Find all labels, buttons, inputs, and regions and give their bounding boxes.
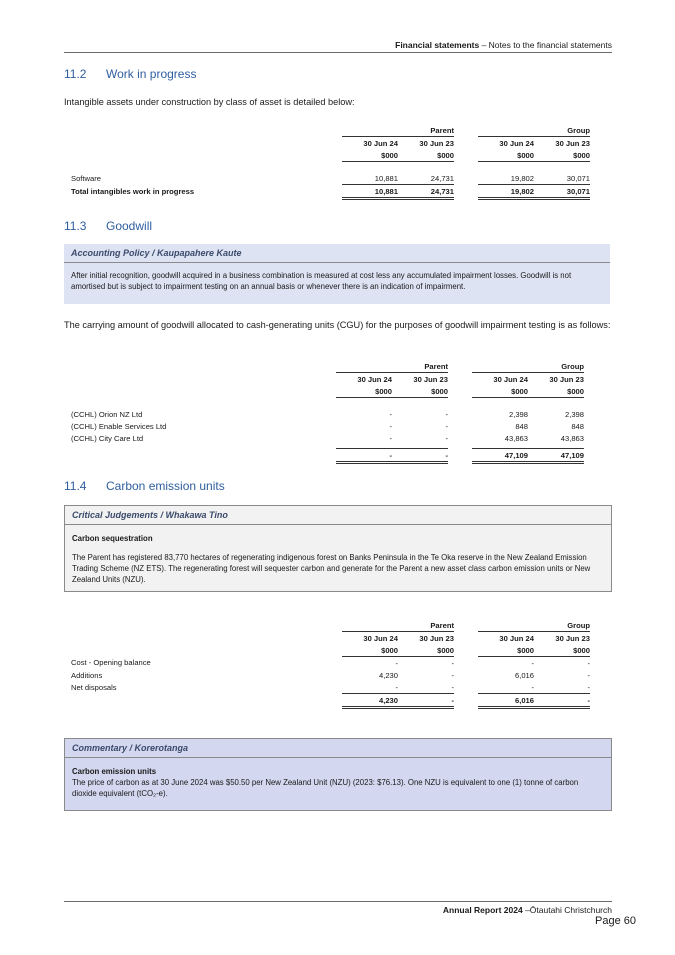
unit-header: $000 [342,149,398,162]
goodwill-table [64,360,584,464]
cell-value: 10,881 [374,173,398,183]
judgement-title: Critical Judgements / Whakawa Tino [72,510,228,520]
cell-value: - [451,670,454,680]
cell-value: - [445,433,448,443]
commentary-box [64,738,612,811]
unit-header: $000 [478,644,534,657]
row-label: Software [71,173,101,183]
total-value: 6,016 [478,694,534,708]
col-header: 30 Jun 24 [499,633,534,643]
judgement-text: The Parent has registered 83,770 hectares of regenerating indigenous forest on Banks Peninsula in the Te Oka reserve in the New Zealand Emission Trading Scheme (NZ ETS). The regenerating forest will sequester carbon and generate for the Parent a new asset class carbon emission units or New Zealand Units (NZU). [72,553,591,584]
unit-header: $000 [342,644,398,657]
cell-value: 4,230 [378,670,398,680]
cell-value: 848 [571,421,584,431]
wip-table [64,124,590,200]
col-header: 30 Jun 24 [363,633,398,643]
judgement-subheading: Carbon sequestration [72,534,153,543]
section-number: 11.3 [64,219,87,233]
section-11-4-heading [64,479,225,493]
table-row [64,681,590,694]
section-title: Work in progress [106,67,197,81]
table-row [64,657,590,670]
unit-header: $000 [398,149,454,162]
policy-title: Accounting Policy / Kaupapahere Kaute [71,248,242,258]
parent-header: Parent [342,124,454,137]
row-label: Additions [71,670,103,680]
col-header: 30 Jun 24 [493,374,528,384]
cell-value: - [389,433,392,443]
col-header: 30 Jun 23 [419,633,454,643]
commentary-subheading: Carbon emission units [72,767,157,776]
group-header: Group [478,619,590,632]
group-header: Group [478,124,590,137]
section-title: Goodwill [106,219,153,233]
section-number: 11.4 [64,479,87,493]
parent-header: Parent [342,619,454,632]
cell-value: - [445,421,448,431]
section-number: 11.2 [64,67,87,81]
cell-value: - [587,682,590,692]
cell-value: - [451,682,454,692]
col-header: 30 Jun 24 [357,374,392,384]
col-header: 30 Jun 24 [363,138,398,148]
cell-value: - [587,658,590,668]
total-row [64,449,584,463]
accounting-policy-box [64,244,610,304]
cell-value: - [587,670,590,680]
total-value: - [336,449,392,463]
col-header: 30 Jun 23 [413,374,448,384]
total-value: 19,802 [478,185,534,199]
col-header: 30 Jun 23 [555,633,590,643]
cell-value: 2,398 [508,409,528,419]
section-11-3-heading [64,219,152,233]
cell-value: 2,398 [564,409,584,419]
cell-value: - [531,658,534,668]
section-title: Carbon emission units [106,479,225,493]
running-footer [64,905,612,915]
cell-value: 848 [515,421,528,431]
goodwill-intro: The carrying amount of goodwill allocated to cash-generating units (CGU) for the purposes of goodwill impairment testing is as follows: [64,320,611,330]
running-header [64,40,612,50]
total-row [64,694,590,708]
policy-text: After initial recognition, goodwill acquired in a business combination is measured at cost less any accumulated impairment losses. Goodwill is not amortised but is subject to impairment testing on an annual basis or whenever there is an indication of impairment. [71,271,572,291]
page-number: Page 60 [595,915,636,927]
parent-header: Parent [336,360,448,373]
total-value: - [398,694,454,708]
col-header: 30 Jun 23 [549,374,584,384]
footer-rule [64,901,612,902]
table-row [64,408,584,420]
cell-value: 24,731 [430,173,454,183]
cell-value: - [445,409,448,419]
unit-header: $000 [472,385,528,398]
cell-value: - [389,421,392,431]
unit-header: $000 [478,149,534,162]
col-header: 30 Jun 23 [419,138,454,148]
total-value: 47,109 [472,449,528,463]
wip-intro: Intangible assets under construction by class of asset is detailed below: [64,97,355,107]
footer-city: –Ōtautahi Christchurch [522,905,612,915]
total-label: Total intangibles work in progress [71,187,195,196]
table-row [64,669,590,681]
cell-value: 19,802 [510,173,534,183]
carbon-units-table [64,619,590,709]
unit-header: $000 [528,385,584,398]
header-subsection: – Notes to the financial statements [479,40,612,50]
unit-header: $000 [392,385,448,398]
table-row [64,420,584,432]
cell-value: 43,863 [504,433,528,443]
commentary-title: Commentary / Korerotanga [72,743,189,753]
cell-value: - [395,658,398,668]
col-header: 30 Jun 23 [555,138,590,148]
row-label: Cost - Opening balance [71,658,151,668]
unit-header: $000 [336,385,392,398]
row-label: Net disposals [71,682,117,692]
cell-value: - [389,409,392,419]
cell-value: - [395,682,398,692]
footer-report: Annual Report 2024 [442,905,523,915]
unit-header: $000 [534,149,590,162]
table-row [64,172,590,185]
col-header: 30 Jun 24 [499,138,534,148]
cell-value: - [531,682,534,692]
critical-judgements-box [64,505,612,592]
total-value: 24,731 [398,185,454,199]
row-label: (CCHL) City Care Ltd [71,433,144,443]
total-row [64,185,590,199]
header-section: Financial statements [395,40,480,50]
header-rule [64,52,612,53]
total-value: - [392,449,448,463]
cell-value: 43,863 [560,433,584,443]
cell-value: 30,071 [566,173,590,183]
section-11-2-heading [64,67,196,81]
total-value: 4,230 [342,694,398,708]
row-label: (CCHL) Orion NZ Ltd [71,409,143,419]
total-value: 30,071 [534,185,590,199]
total-value: 10,881 [342,185,398,199]
cell-value: 6,016 [514,670,534,680]
row-label: (CCHL) Enable Services Ltd [71,421,167,431]
total-value: - [534,694,590,708]
unit-header: $000 [398,644,454,657]
unit-header: $000 [534,644,590,657]
cell-value: - [451,658,454,668]
total-value: 47,109 [528,449,584,463]
commentary-text: The price of carbon as at 30 June 2024 was $50.50 per New Zealand Unit (NZU) (2023: $76.13). One NZU is equivalent to one (1) tonne of carbon dioxide equivalent (tCO₂-e). [72,778,579,798]
table-row [64,432,584,444]
group-header: Group [472,360,584,373]
